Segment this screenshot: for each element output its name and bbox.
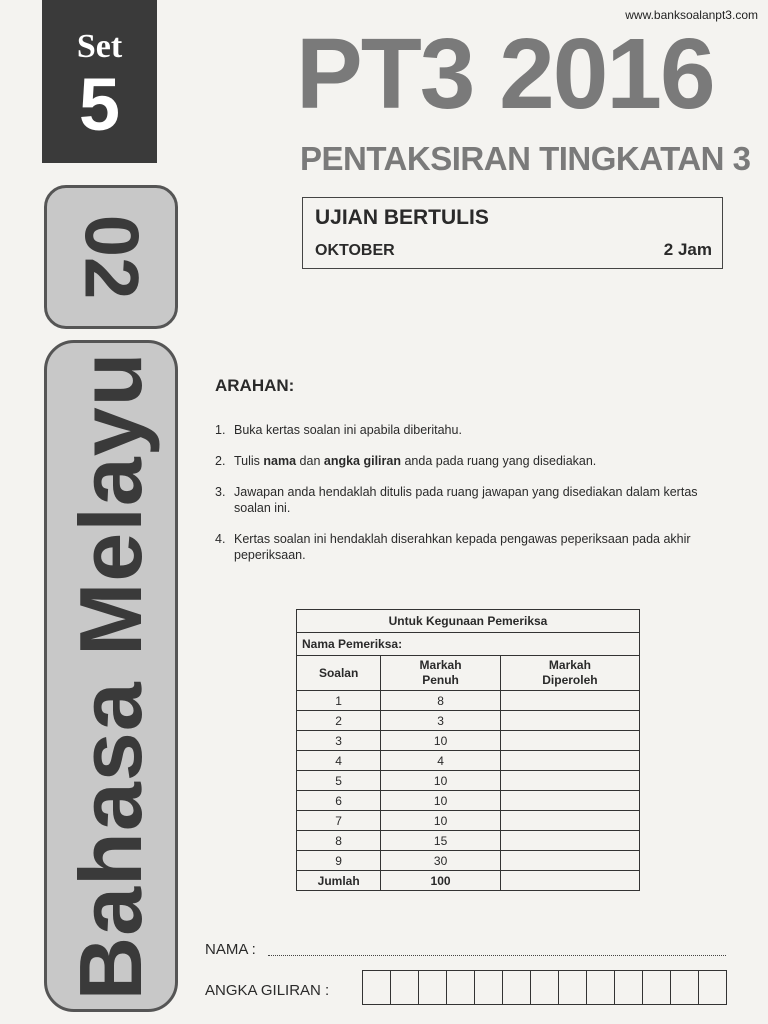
index-number-box[interactable]	[502, 970, 531, 1005]
exam-info-box	[302, 197, 723, 269]
set-label: Set	[76, 28, 123, 65]
question-number: 7	[297, 811, 381, 831]
index-number-box[interactable]	[474, 970, 503, 1005]
paper-code: 02	[68, 214, 154, 300]
subject-tab	[44, 340, 178, 1012]
index-number-box[interactable]	[586, 970, 615, 1005]
index-number-box[interactable]	[698, 970, 727, 1005]
question-number: 2	[297, 711, 381, 731]
paper-code-tab	[44, 185, 178, 329]
exam-duration: 2 Jam	[663, 240, 712, 259]
set-badge	[42, 0, 157, 163]
index-number-box[interactable]	[418, 970, 447, 1005]
set-number: 5	[78, 63, 121, 146]
question-number: 4	[297, 751, 381, 771]
table-row	[297, 751, 640, 771]
table-row	[297, 791, 640, 811]
full-mark: 10	[381, 771, 501, 791]
total-value: 100	[381, 871, 501, 891]
obtained-mark-cell[interactable]	[500, 811, 639, 831]
instructions-heading: ARAHAN:	[215, 376, 295, 395]
total-label: Jumlah	[297, 871, 381, 891]
instructions-list	[215, 422, 730, 578]
table-row	[297, 831, 640, 851]
instruction-item: 4. Kertas soalan ini hendaklah diserahkan kepada pengawas peperiksaan pada akhir peperiksaan.	[215, 532, 691, 562]
obtained-mark-cell[interactable]	[500, 771, 639, 791]
question-number: 6	[297, 791, 381, 811]
obtained-mark-cell[interactable]	[500, 851, 639, 871]
full-mark: 10	[381, 811, 501, 831]
full-mark: 10	[381, 731, 501, 751]
question-number: 8	[297, 831, 381, 851]
header-markah-penuh: Markah Penuh	[381, 656, 501, 691]
index-number-boxes[interactable]	[363, 970, 727, 1005]
website-url: www.banksoalanpt3.com	[625, 8, 758, 22]
index-number-label: ANGKA GILIRAN :	[205, 982, 330, 999]
obtained-mark-cell[interactable]	[500, 751, 639, 771]
name-field[interactable]	[268, 955, 726, 956]
full-mark: 10	[381, 791, 501, 811]
table-row	[297, 711, 640, 731]
header-soalan: Soalan	[297, 656, 381, 691]
full-mark: 8	[381, 691, 501, 711]
obtained-mark-cell[interactable]	[500, 691, 639, 711]
obtained-mark-cell[interactable]	[500, 711, 639, 731]
question-number: 9	[297, 851, 381, 871]
index-number-box[interactable]	[362, 970, 391, 1005]
header-markah-diperoleh: Markah Diperoleh	[500, 656, 639, 691]
table-row	[297, 811, 640, 831]
table-row	[297, 771, 640, 791]
question-number: 5	[297, 771, 381, 791]
instruction-item: 2. Tulis nama dan angka giliran anda pada ruang yang disediakan.	[215, 454, 597, 468]
full-mark: 3	[381, 711, 501, 731]
obtained-mark-cell[interactable]	[500, 831, 639, 851]
index-number-box[interactable]	[614, 970, 643, 1005]
table-row	[297, 851, 640, 871]
index-number-box[interactable]	[558, 970, 587, 1005]
instruction-item: 1. Buka kertas soalan ini apabila diberitahu.	[215, 423, 462, 437]
exam-title: PT3 2016	[296, 18, 714, 130]
index-number-box[interactable]	[390, 970, 419, 1005]
obtained-mark-cell[interactable]	[500, 791, 639, 811]
exam-subtitle: PENTAKSIRAN TINGKATAN 3	[300, 140, 751, 177]
index-number-box[interactable]	[670, 970, 699, 1005]
full-mark: 30	[381, 851, 501, 871]
full-mark: 15	[381, 831, 501, 851]
exam-month: OKTOBER	[315, 242, 395, 259]
name-label: NAMA :	[205, 941, 256, 958]
obtained-mark-cell[interactable]	[500, 731, 639, 751]
question-number: 1	[297, 691, 381, 711]
table-row	[297, 691, 640, 711]
subject-name: Bahasa Melayu	[61, 351, 160, 1001]
total-obtained-cell[interactable]	[500, 871, 639, 891]
instruction-item: 3. Jawapan anda hendaklah ditulis pada ruang jawapan yang disediakan dalam kertas soalan ini.	[215, 485, 698, 515]
full-mark: 4	[381, 751, 501, 771]
question-number: 3	[297, 731, 381, 751]
index-number-box[interactable]	[446, 970, 475, 1005]
exam-type: UJIAN BERTULIS	[315, 206, 489, 229]
table-row	[297, 731, 640, 751]
examiner-name-field: Nama Pemeriksa:	[297, 633, 640, 656]
examiner-table	[296, 609, 640, 891]
index-number-box[interactable]	[642, 970, 671, 1005]
index-number-box[interactable]	[530, 970, 559, 1005]
table-title: Untuk Kegunaan Pemeriksa	[297, 610, 640, 633]
